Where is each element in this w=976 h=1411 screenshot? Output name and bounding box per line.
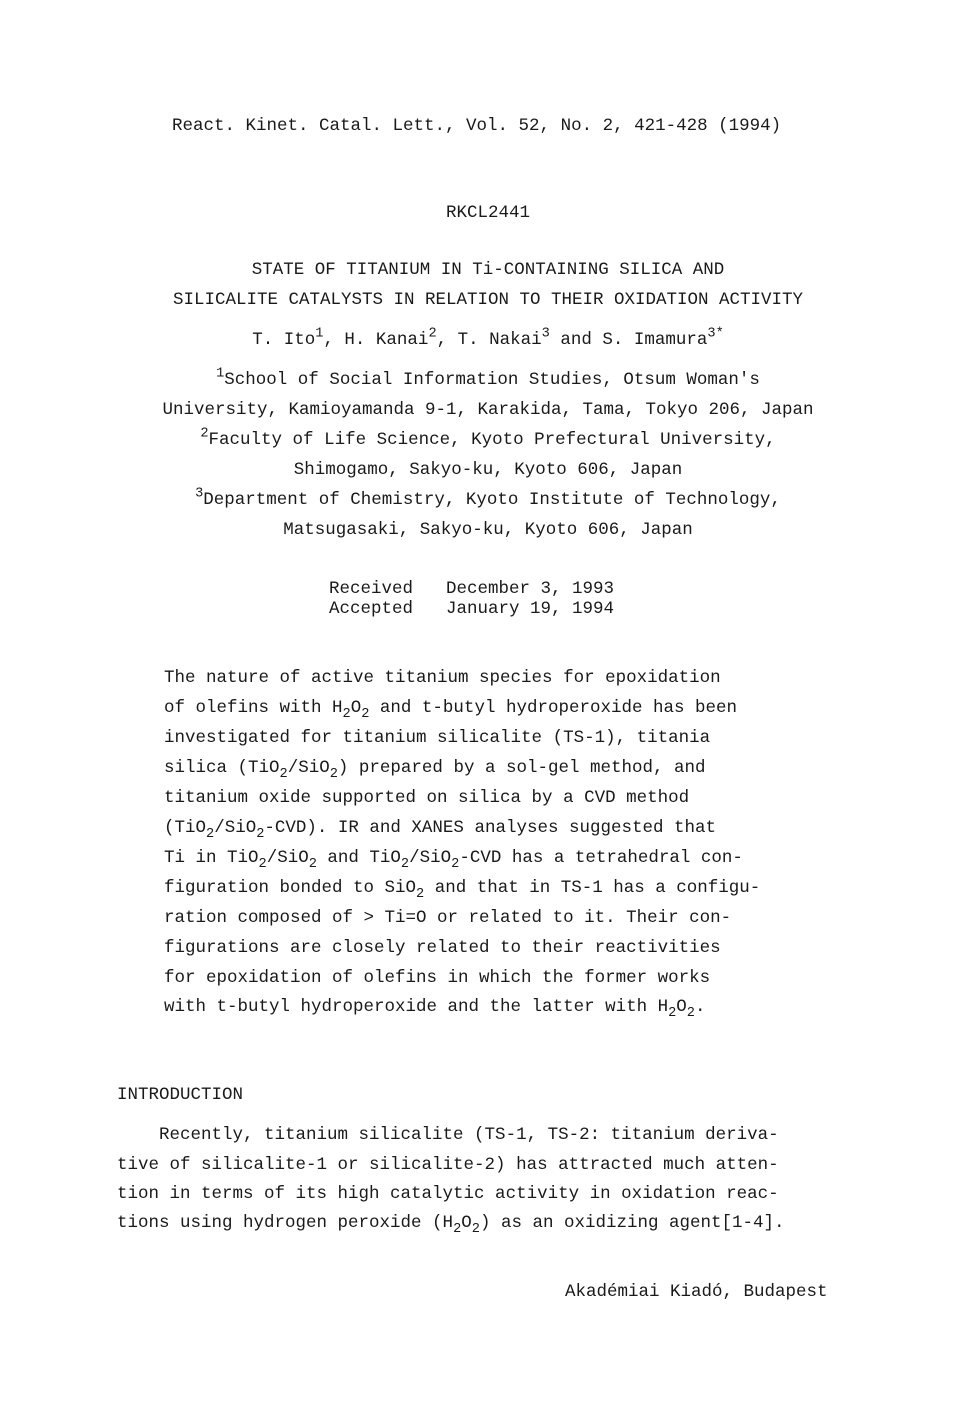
received-date: December 3, 1993 <box>446 579 615 599</box>
author-affiliation-mark: 2 <box>428 326 437 342</box>
affiliation-2-line-1 <box>0 426 976 450</box>
author-list <box>0 326 976 350</box>
author-affiliation-mark: 1 <box>315 326 324 342</box>
affiliation-mark: 3 <box>195 486 204 502</box>
title-line-2: SILICALITE CATALYSTS IN RELATION TO THEIR OXIDATION ACTIVITY <box>172 290 804 310</box>
intro-line: tion in terms of its high catalytic activity in oxidation reac- <box>117 1184 779 1204</box>
affiliation-mark: 2 <box>200 426 209 442</box>
received-label: Received <box>329 579 414 599</box>
publisher-footer: Akadémiai Kiadó, Budapest <box>565 1282 828 1302</box>
affiliation-1-line-2: University, Kamioyamanda 9-1, Karakida, Tama, Tokyo 206, Japan <box>162 400 814 420</box>
intro-line: tions using hydrogen peroxide $(H_2O_2)$ as an oxidizing agent[1-4]. <box>117 1213 785 1237</box>
abstract-line: with t-butyl hydroperoxide and the latter with $H_2O_2$. <box>164 997 706 1021</box>
abstract-line: investigated for titanium silicalite (TS-1), titania <box>164 728 711 748</box>
author-name: and S. Imamura <box>549 330 708 350</box>
author-name: , H. Kanai <box>323 330 429 350</box>
journal-citation: React. Kinet. Catal. Lett., Vol. 52, No. 2, 421-428 (1994) <box>172 116 782 136</box>
abstract-line: of olefins with $H_2O_2$ and t-butyl hydroperoxide has been <box>164 698 737 722</box>
section-heading-introduction: INTRODUCTION <box>117 1085 244 1105</box>
title-line-1: STATE OF TITANIUM IN Ti-CONTAINING SILICA AND <box>251 260 725 280</box>
abstract-line: ration composed of > Ti=O or related to it. Their con- <box>164 908 732 928</box>
article-code: RKCL2441 <box>445 203 530 223</box>
accepted-date: January 19, 1994 <box>446 599 615 619</box>
affiliation-3-line-2: Matsugasaki, Sakyo-ku, Kyoto 606, Japan <box>283 520 693 540</box>
affiliation-text: Department of Chemistry, Kyoto Institute of Technology, <box>203 490 781 510</box>
abstract-line: figuration bonded to SiO$_2$ and that in TS-1 has a configu- <box>164 878 761 902</box>
author-affiliation-mark: 3* <box>707 326 724 342</box>
affiliation-1-line-1 <box>0 366 976 390</box>
abstract-line: (TiO$_2$/SiO$_2$-CVD). IR and XANES analyses suggested that <box>164 818 716 842</box>
abstract-line: for epoxidation of olefins in which the former works <box>164 968 711 988</box>
abstract-line: The nature of active titanium species for epoxidation <box>164 668 721 688</box>
author-name: , T. Nakai <box>436 330 542 350</box>
affiliation-mark: 1 <box>216 366 225 382</box>
author-name: T. Ito <box>252 330 316 350</box>
author-affiliation-mark: 3 <box>541 326 550 342</box>
abstract-line: silica (TiO$_2$/SiO$_2$) prepared by a sol-gel method, and <box>164 758 706 782</box>
affiliation-text: School of Social Information Studies, Otsum Woman's <box>224 370 760 390</box>
affiliation-text: Faculty of Life Science, Kyoto Prefectural University, <box>208 430 776 450</box>
accepted-label: Accepted <box>329 599 414 619</box>
abstract-line: Ti in TiO$_2$/SiO$_2$ and TiO$_2$/SiO$_2$-CVD has a tetrahedral con- <box>164 848 743 872</box>
intro-line: tive of silicalite-1 or silicalite-2) has attracted much atten- <box>117 1155 779 1175</box>
abstract-line: figurations are closely related to their reactivities <box>164 938 721 958</box>
intro-line: Recently, titanium silicalite (TS-1, TS-2: titanium deriva- <box>117 1125 779 1145</box>
abstract-line: titanium oxide supported on silica by a CVD method <box>164 788 690 808</box>
affiliation-2-line-2: Shimogamo, Sakyo-ku, Kyoto 606, Japan <box>293 460 683 480</box>
affiliation-3-line-1 <box>0 486 976 510</box>
